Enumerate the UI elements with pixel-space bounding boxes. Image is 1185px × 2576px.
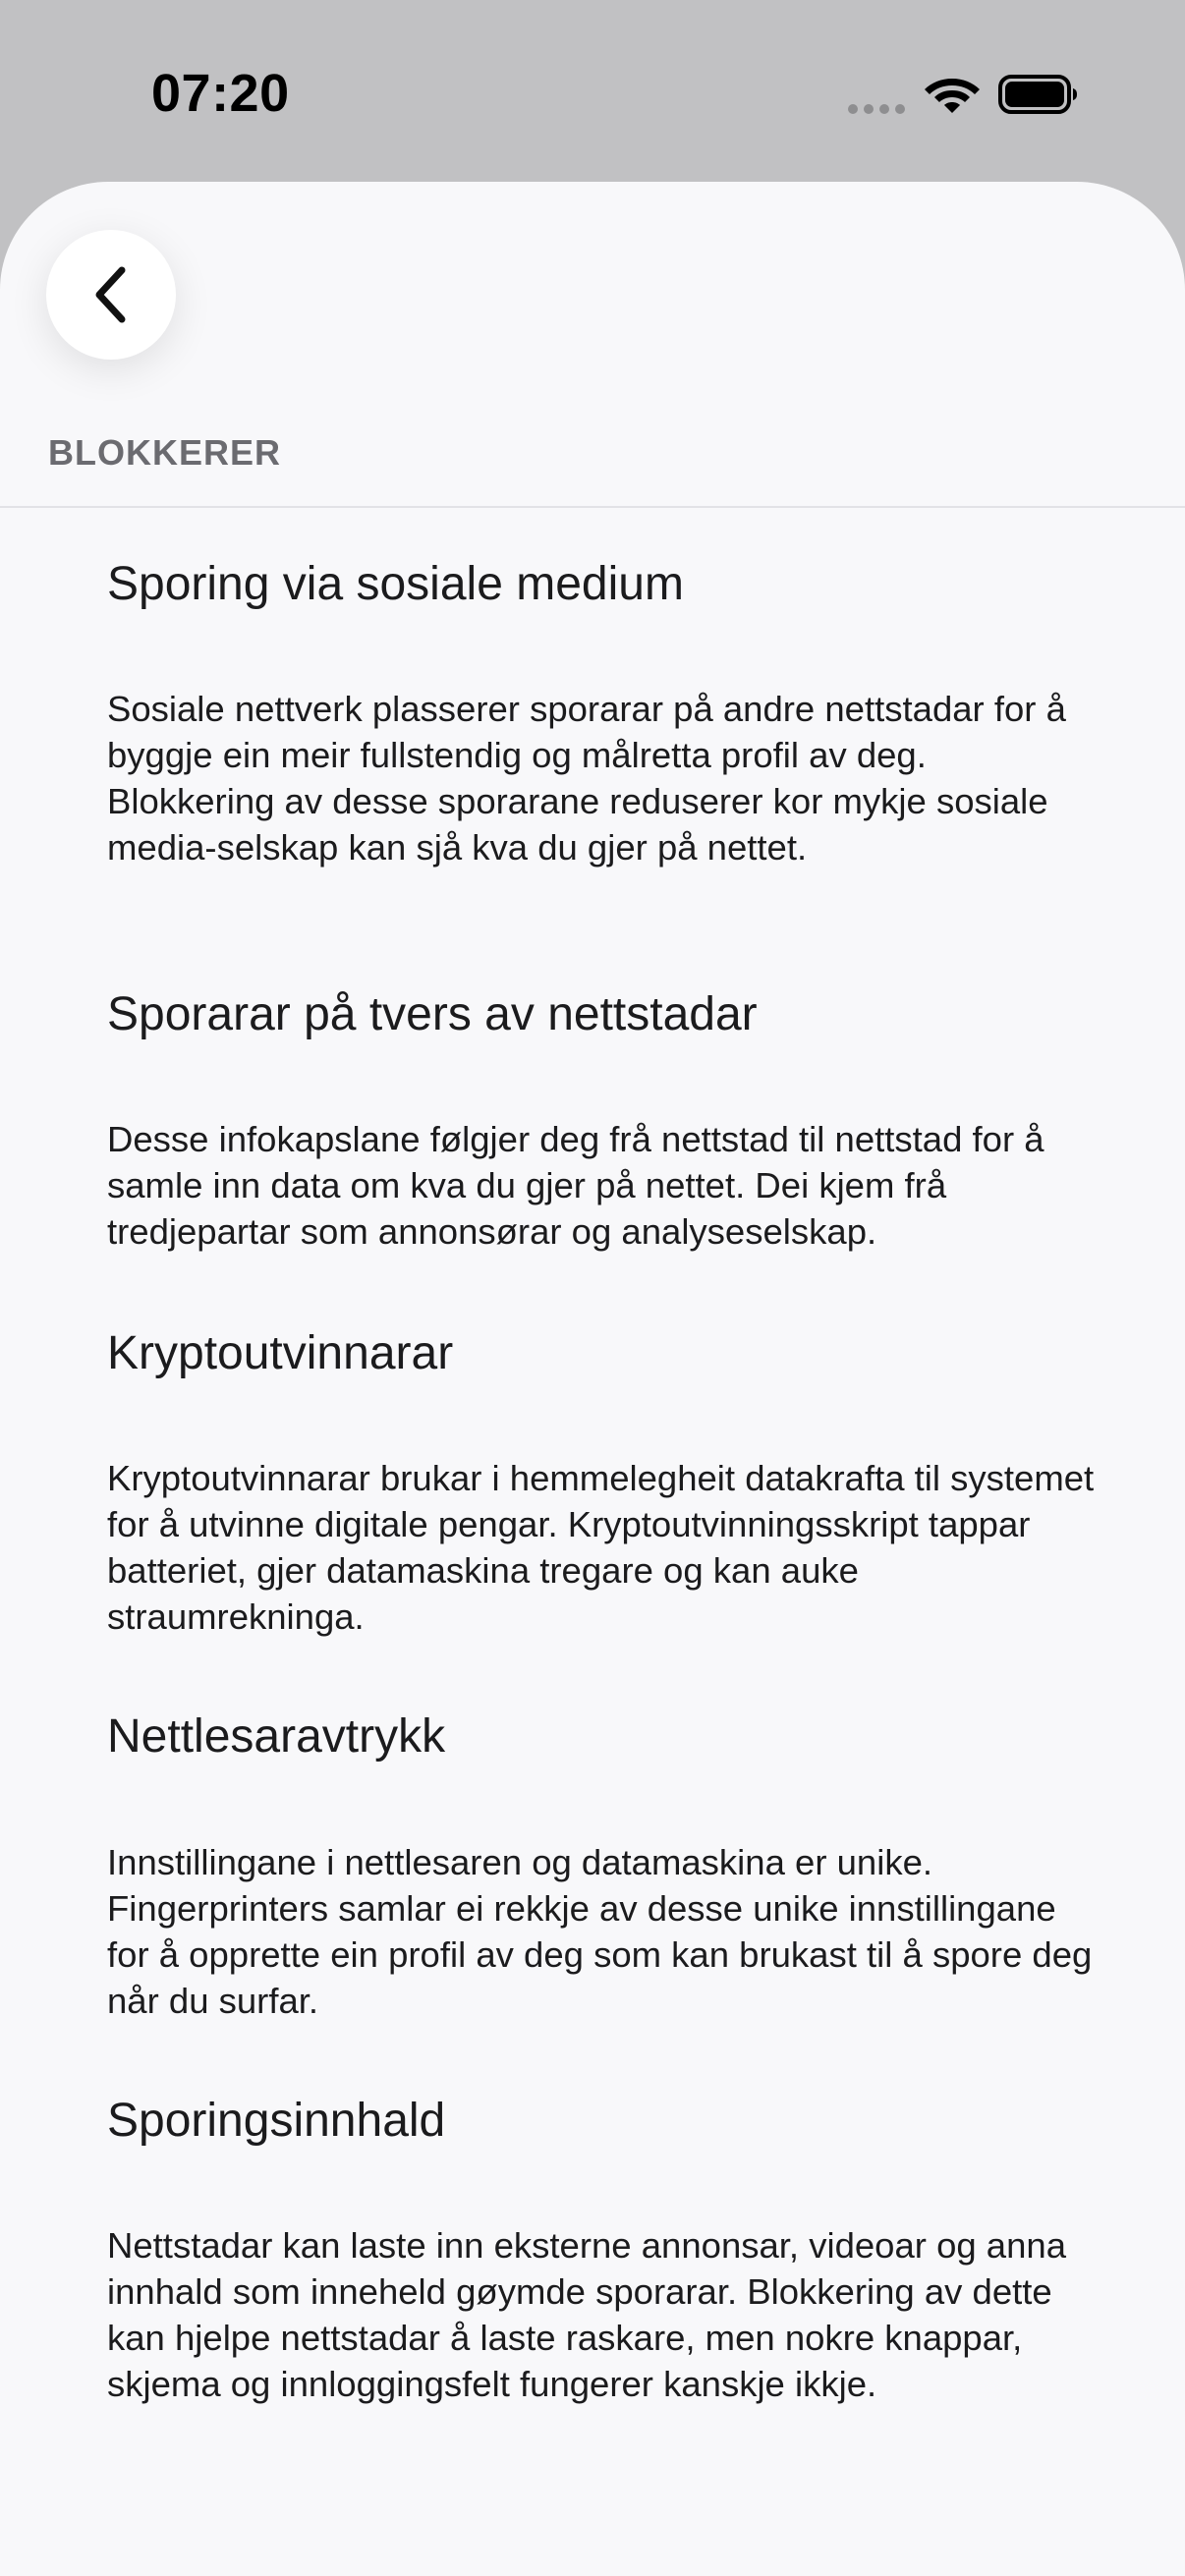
wifi-icon [924, 73, 981, 114]
status-time: 07:20 [151, 64, 290, 123]
item-title-fingerprinters: Nettlesaravtrykk [107, 1710, 446, 1763]
item-description-cryptominers: Kryptoutvinnarar brukar i hemmelegheit datakrafta til systemet for å utvinne digitale pengar. Kryptoutvinningsskript tappar batteriet, gjer datamaskina tregare og kan auke straumrekninga. [107, 1458, 1095, 1637]
cellular-dots-icon [848, 104, 907, 114]
item-title-cryptominers: Kryptoutvinnarar [107, 1327, 454, 1379]
item-title-cross-site-trackers: Sporarar på tvers av nettstadar [107, 988, 758, 1040]
divider [0, 506, 1185, 508]
battery-icon [998, 75, 1079, 114]
item-description-tracking-content: Nettstadar kan laste inn eksterne annonsar, videoar og anna innhald som inneheld gøymde sporarar. Blokkering av dette kan hjelpe nettstadar å laste raskare, men nokre knappar, skjema og innloggingsfelt fungerer kanskje ikkje. [107, 2225, 1067, 2404]
status-bar [0, 0, 1185, 182]
item-title-tracking-content: Sporingsinnhald [107, 2095, 446, 2147]
item-description-social-tracking: Sosiale nettverk plasserer sporarar på andre nettstadar for å byggje ein meir fullstendig og målretta profil av deg. Blokkering av desse sporarane reduserer kor mykje sosiale media-selskap kan sjå kva du gjer på nettet. [107, 689, 1066, 868]
blocker-info-sheet [0, 182, 1185, 2576]
chevron-left-icon [89, 264, 133, 325]
item-description-cross-site-trackers: Desse infokapslane følgjer deg frå nettstad til nettstad for å samle inn data om kva du gjer på nettet. Dei kjem frå tredjepartar som annonsørar og analyseselskap. [107, 1119, 1044, 1252]
back-button[interactable] [46, 230, 176, 360]
item-description-fingerprinters: Innstillingane i nettlesaren og datamaskina er unike. Fingerprinters samlar ei rekkje av desse unike innstillingane for å opprette ein profil av deg som kan brukast til å spore deg når du surfar. [107, 1842, 1093, 2021]
item-title-social-tracking: Sporing via sosiale medium [107, 558, 684, 610]
section-title: BLOKKERER [48, 432, 282, 473]
